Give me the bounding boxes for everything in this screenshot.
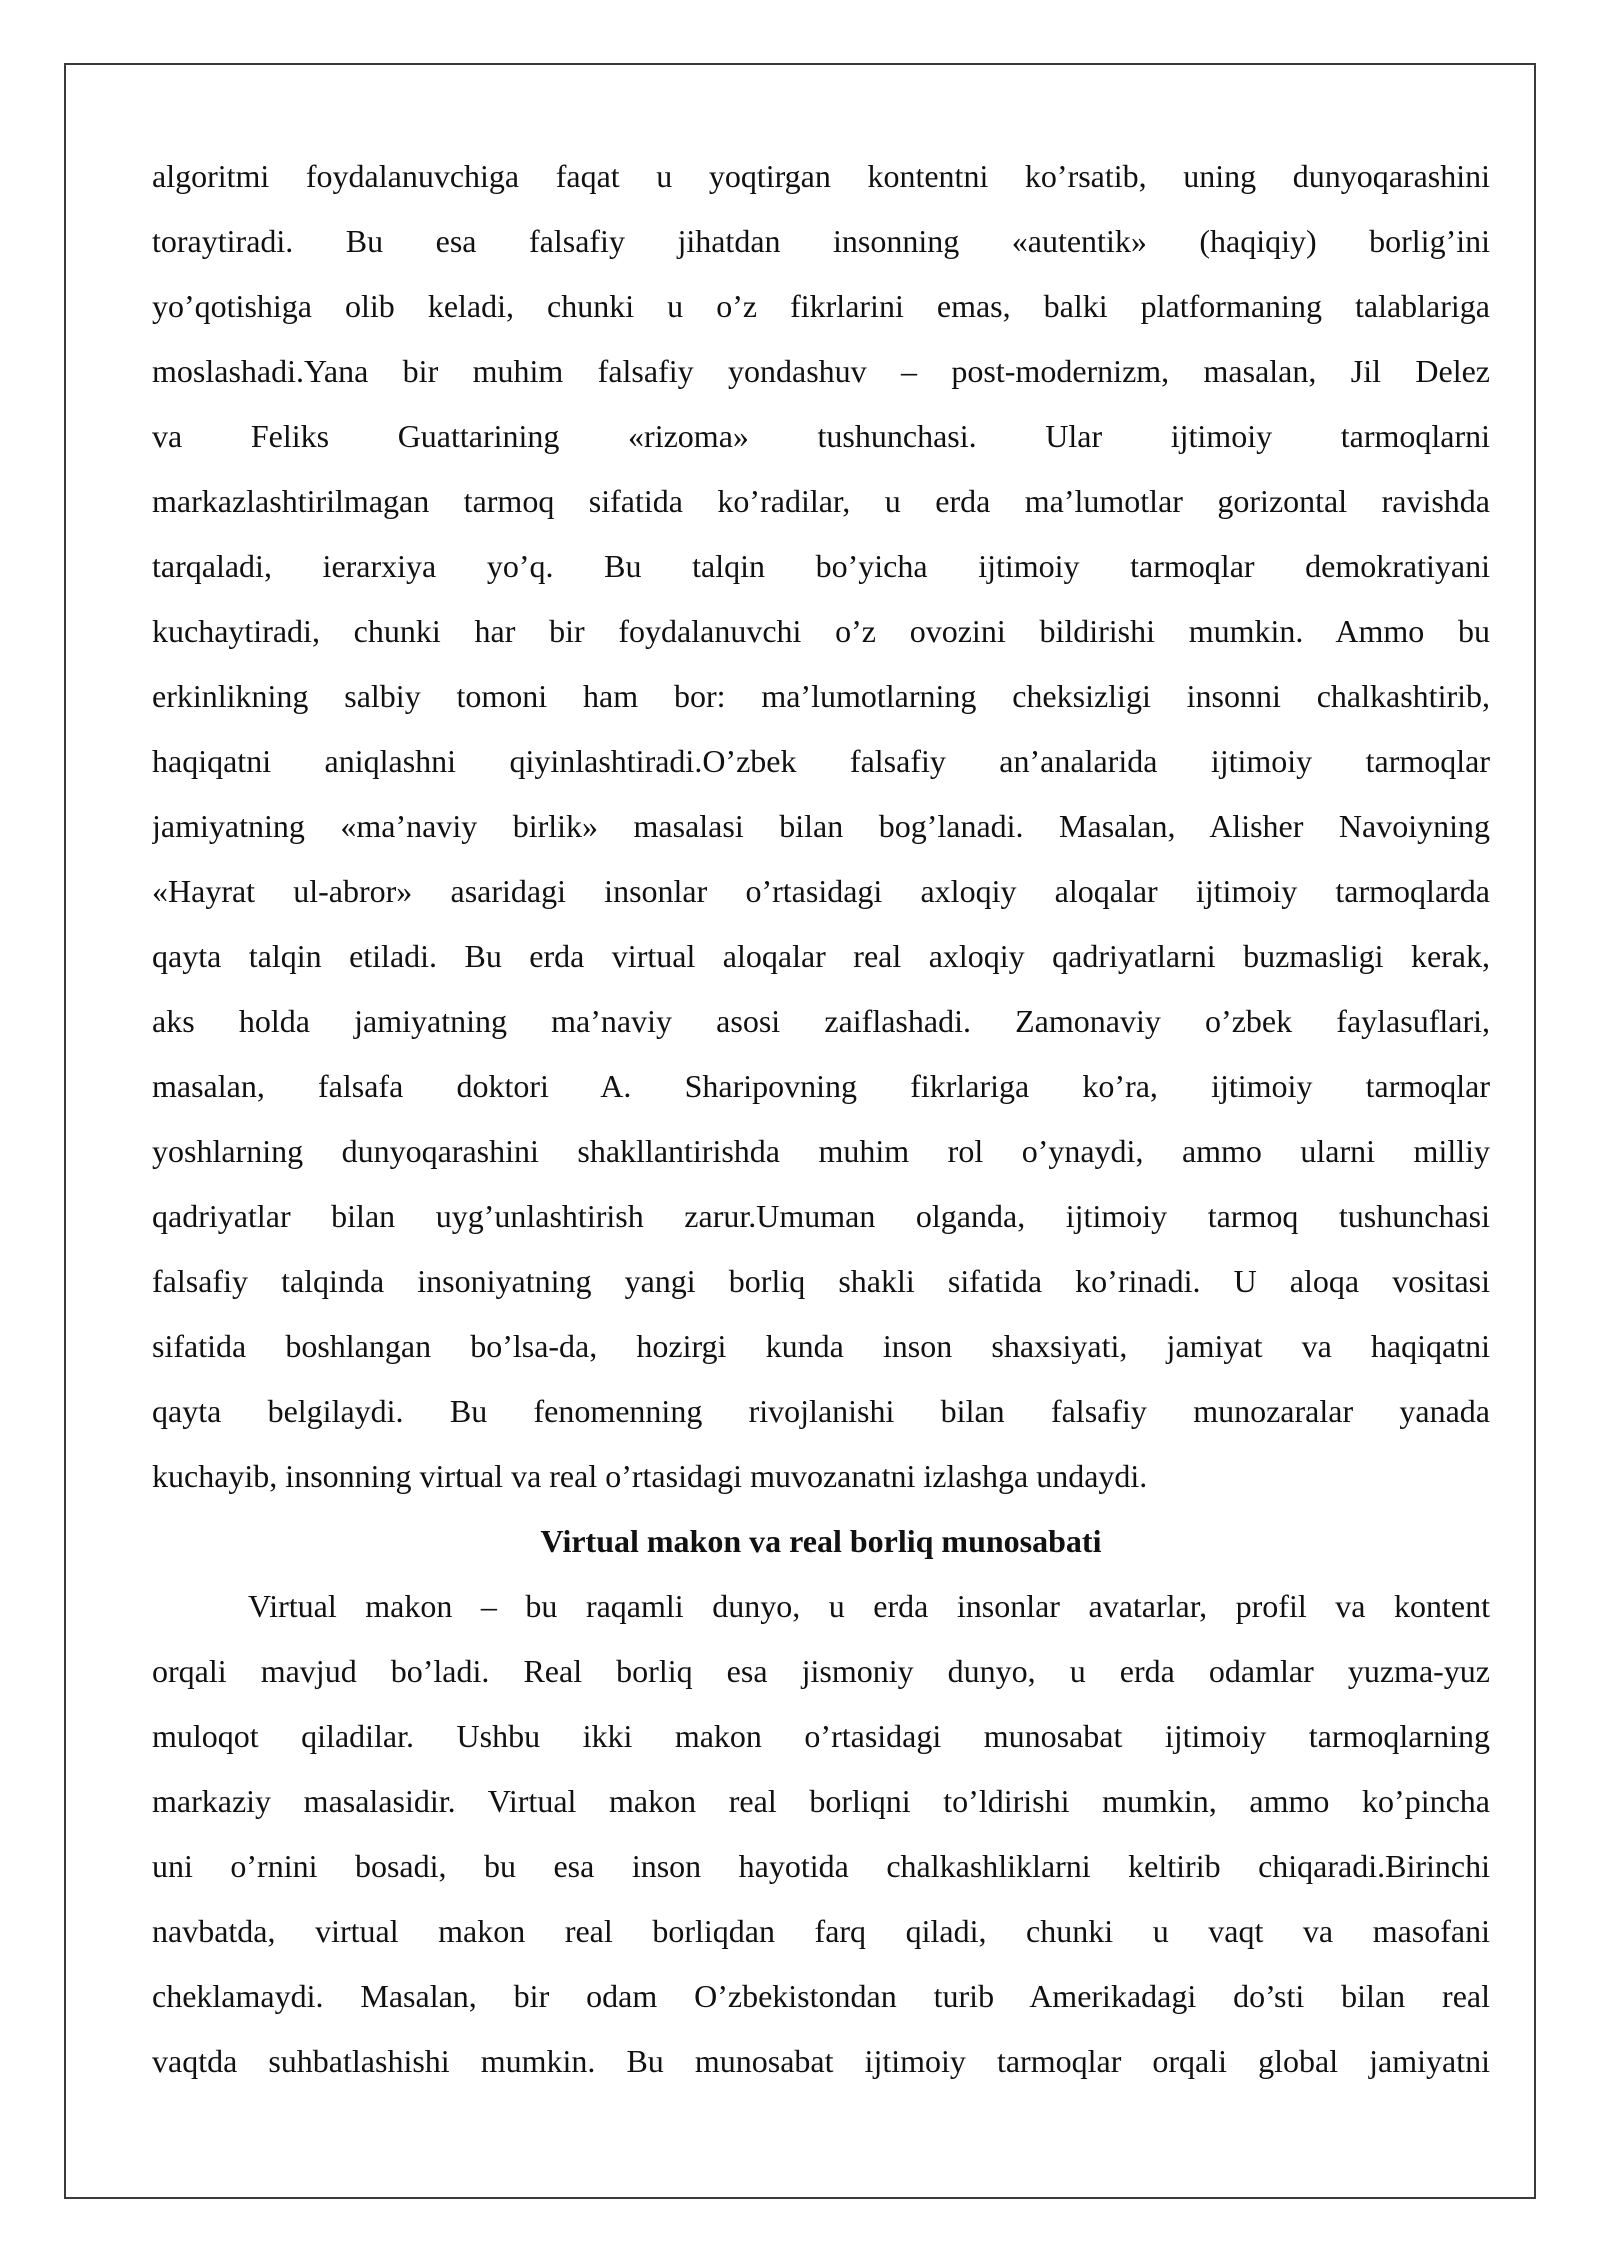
text-line: algoritmi foydalanuvchiga faqat u yoqtirgan kontentni ko’rsatib, uning dunyoqarashini [152,158,1490,194]
text-line: aks holda jamiyatning ma’naviy asosi zaiflashadi. Zamonaviy o’zbek faylasuflari, [152,1003,1490,1039]
paragraph [152,1574,1490,2094]
text-line: orqali mavjud bo’ladi. Real borliq esa jismoniy dunyo, u erda odamlar yuzma-yuz [152,1653,1490,1689]
text-line: qayta talqin etiladi. Bu erda virtual aloqalar real axloqiy qadriyatlarni buzmasligi kerak, [152,938,1490,974]
text-line: va Feliks Guattarining «rizoma» tushunchasi. Ular ijtimoiy tarmoqlarni [152,418,1490,454]
text-line: muloqot qiladilar. Ushbu ikki makon o’rtasidagi munosabat ijtimoiy tarmoqlarning [152,1718,1490,1754]
text-line: moslashadi.Yana bir muhim falsafiy yondashuv – post-modernizm, masalan, Jil Delez [152,353,1490,389]
text-line: markazlashtirilmagan tarmoq sifatida ko’radilar, u erda ma’lumotlar gorizontal ravishda [152,483,1490,519]
text-line: masalan, falsafa doktori A. Sharipovning fikrlariga ko’ra, ijtimoiy tarmoqlar [152,1068,1490,1104]
text-line: toraytiradi. Bu esa falsafiy jihatdan insonning «autentik» (haqiqiy) borlig’ini [152,223,1490,259]
text-line: qayta belgilaydi. Bu fenomenning rivojlanishi bilan falsafiy munozaralar yanada [152,1393,1490,1429]
section-heading: Virtual makon va real borliq munosabati [540,1523,1102,1559]
text-line: cheklamaydi. Masalan, bir odam O’zbekistondan turib Amerikadagi do’sti bilan real [152,1978,1490,2014]
text-line: qadriyatlar bilan uyg’unlashtirish zarur.Umuman olganda, ijtimoiy tarmoq tushunchasi [152,1198,1490,1234]
text-line: «Hayrat ul-abror» asaridagi insonlar o’rtasidagi axloqiy aloqalar ijtimoiy tarmoqlarda [152,873,1490,909]
document-body [152,144,1490,2094]
text-line: Virtual makon – bu raqamli dunyo, u erda insonlar avatarlar, profil va kontent [248,1588,1490,1624]
text-line: tarqaladi, ierarxiya yo’q. Bu talqin bo’yicha ijtimoiy tarmoqlar demokratiyani [152,548,1490,584]
text-line: yo’qotishiga olib keladi, chunki u o’z fikrlarini emas, balki platformaning talablariga [152,288,1490,324]
text-line: vaqtda suhbatlashishi mumkin. Bu munosabat ijtimoiy tarmoqlar orqali global jamiyatni [152,2043,1490,2079]
text-line: sifatida boshlangan bo’lsa-da, hozirgi kunda inson shaxsiyati, jamiyat va haqiqatni [152,1328,1490,1364]
text-line: kuchaytiradi, chunki har bir foydalanuvchi o’z ovozini bildirishi mumkin. Ammo bu [152,613,1490,649]
text-line: navbatda, virtual makon real borliqdan farq qiladi, chunki u vaqt va masofani [152,1913,1490,1949]
paragraph [152,144,1490,1509]
text-line: falsafiy talqinda insoniyatning yangi borliq shakli sifatida ko’rinadi. U aloqa vositasi [152,1263,1490,1299]
text-line: erkinlikning salbiy tomoni ham bor: ma’lumotlarning cheksizligi insonni chalkashtirib, [152,678,1490,714]
text-line: markaziy masalasidir. Virtual makon real borliqni to’ldirishi mumkin, ammo ko’pincha [152,1783,1490,1819]
text-line: haqiqatni aniqlashni qiyinlashtiradi.O’zbek falsafiy an’analarida ijtimoiy tarmoqlar [152,743,1490,779]
text-line: uni o’rnini bosadi, bu esa inson hayotida chalkashliklarni keltirib chiqaradi.Birinchi [152,1848,1490,1884]
text-line: yoshlarning dunyoqarashini shakllantirishda muhim rol o’ynaydi, ammo ularni milliy [152,1133,1490,1169]
text-line: jamiyatning «ma’naviy birlik» masalasi bilan bog’lanadi. Masalan, Alisher Navoiyning [152,808,1490,844]
text-line: kuchayib, insonning virtual va real o’rtasidagi muvozanatni izlashga undaydi. [152,1458,1148,1494]
